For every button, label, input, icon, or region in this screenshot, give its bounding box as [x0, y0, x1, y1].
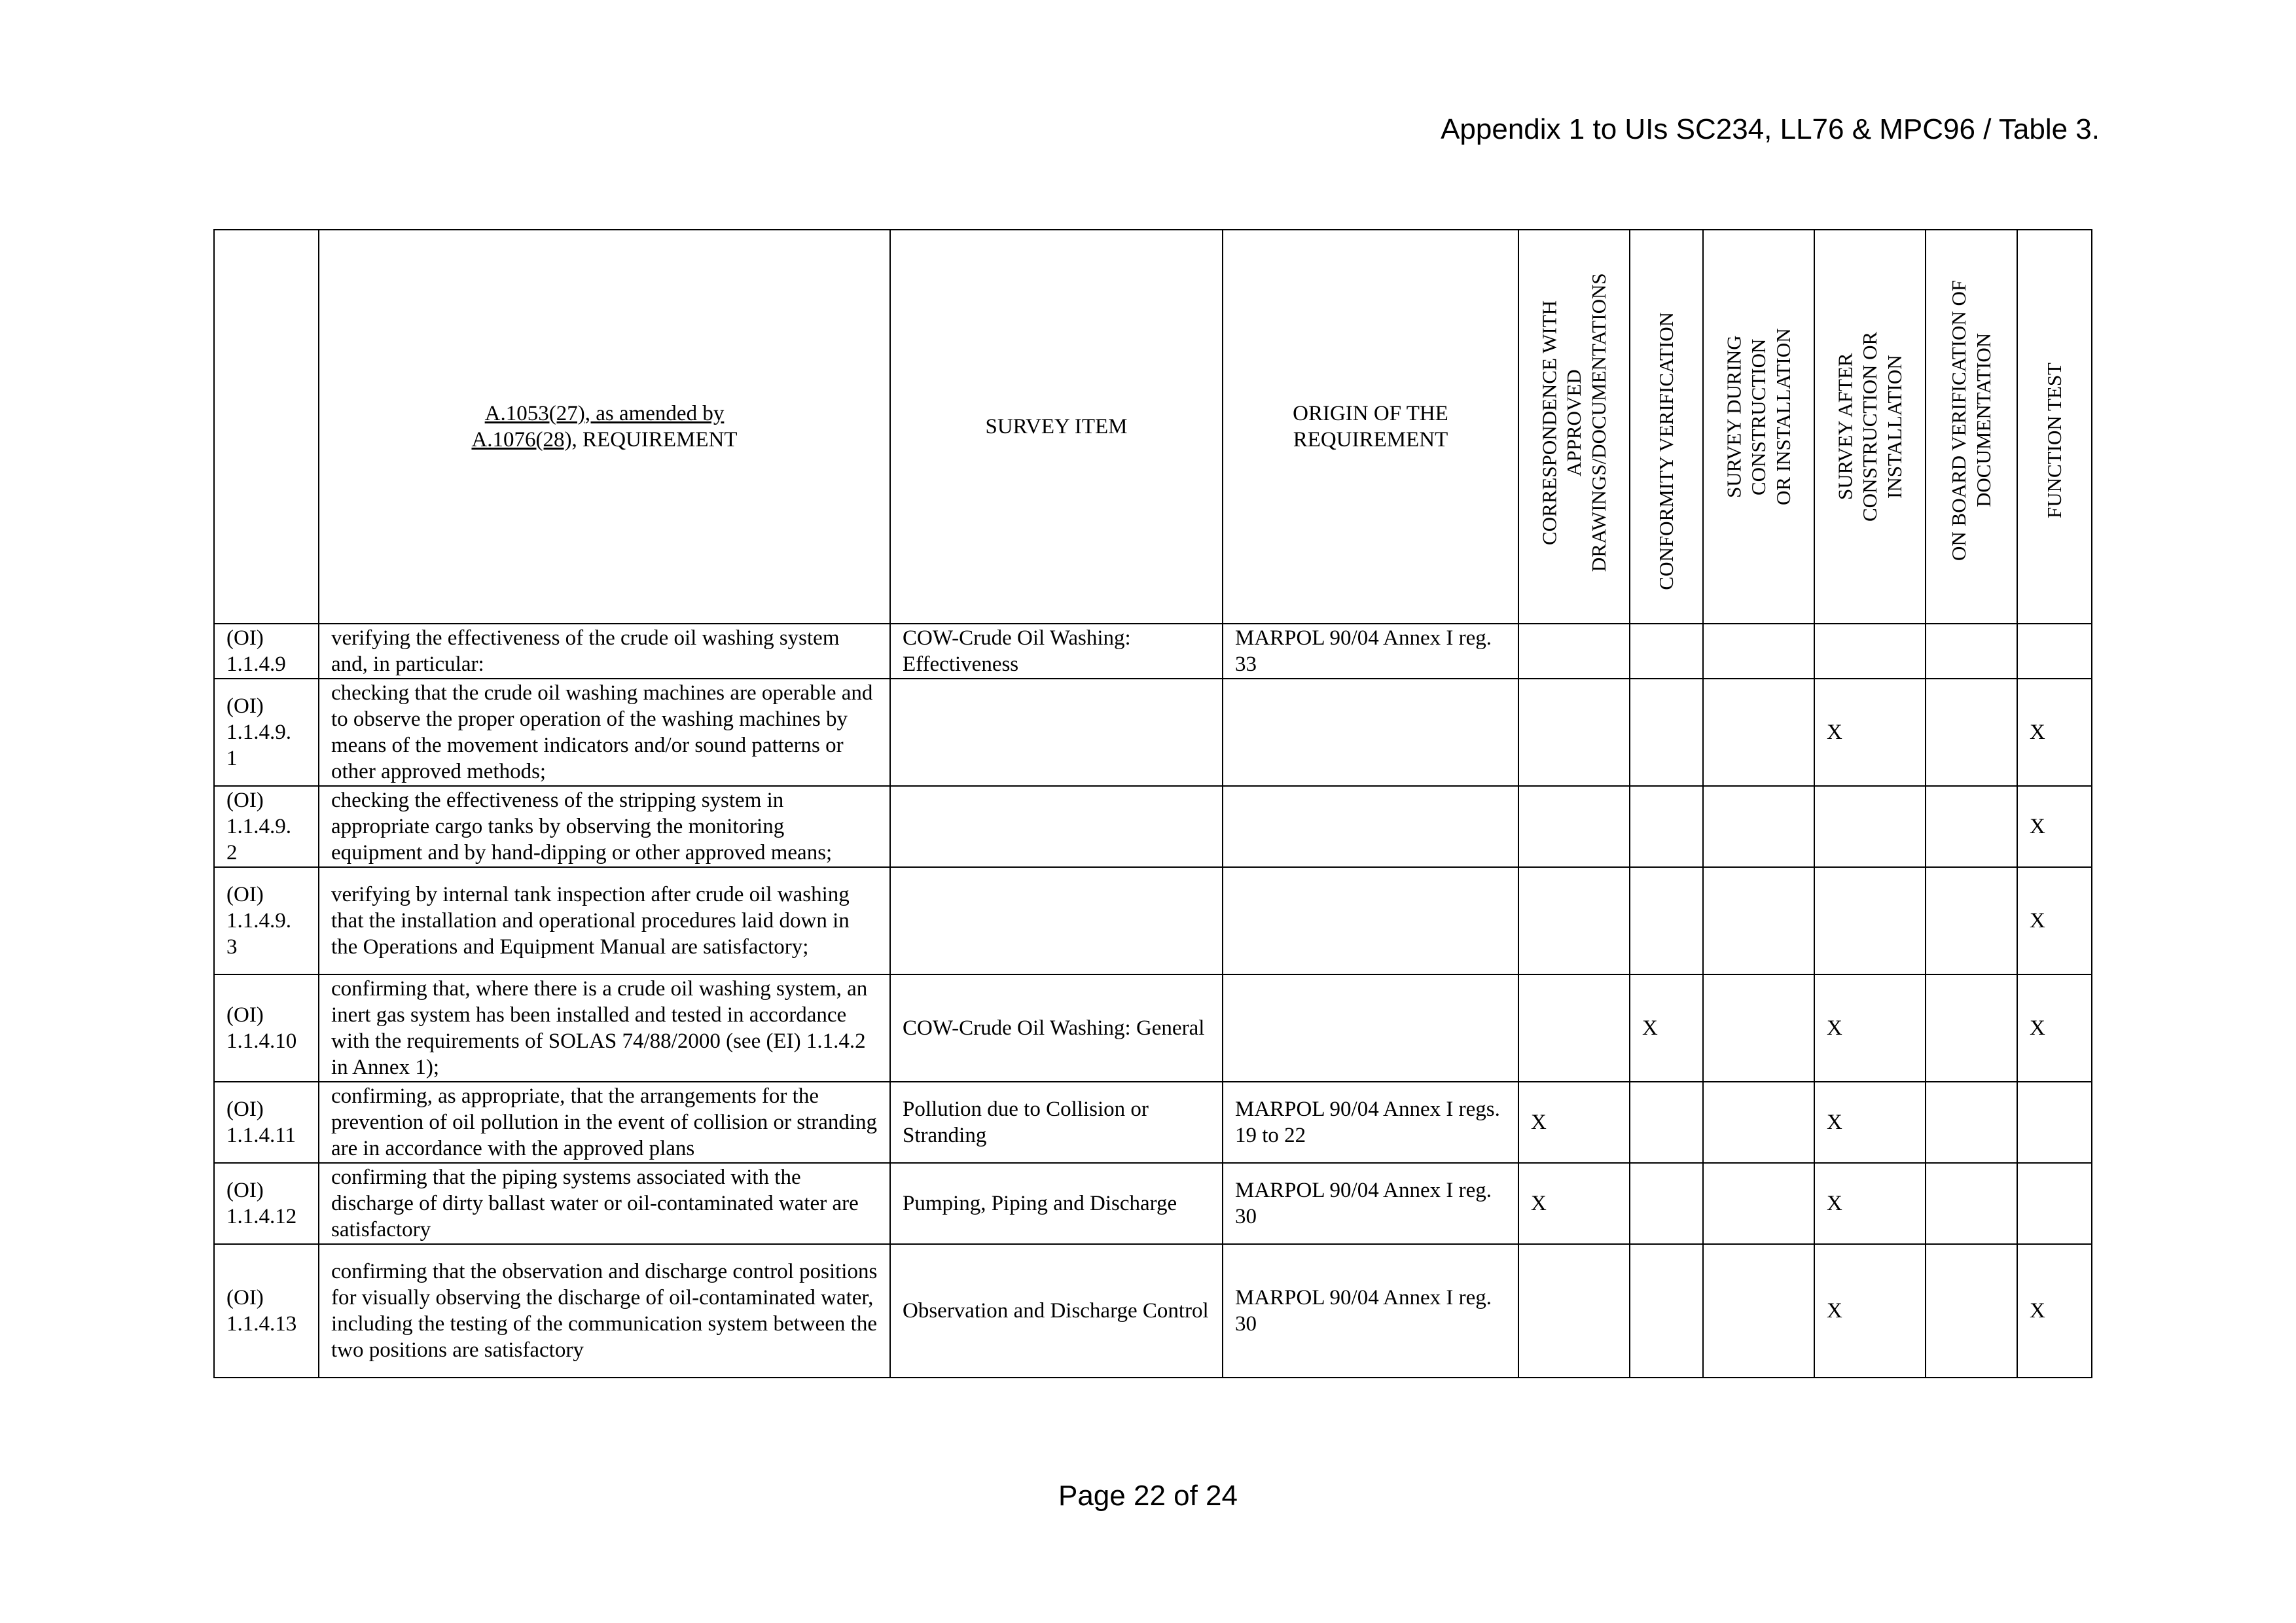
row-on-board-mark	[1926, 1082, 2017, 1163]
row-origin: MARPOL 90/04 Annex I regs. 19 to 22	[1223, 1082, 1518, 1163]
row-correspondence-mark	[1518, 624, 1630, 679]
table-row	[214, 624, 2092, 679]
row-survey-item	[890, 679, 1223, 786]
row-requirement: confirming that the observation and discharge control positions for visually observing the discharge of oil-contaminated water, including the testing of the communication system between the two positions are satisfactory	[319, 1244, 890, 1378]
row-on-board-mark	[1926, 679, 2017, 786]
col-header-correspondence: CORRESPONDENCE WITH APPROVED DRAWINGS/DOCUMENTATIONS	[1518, 230, 1630, 624]
row-survey-item: COW-Crude Oil Washing: General	[890, 974, 1223, 1082]
row-function-test-mark: X	[2017, 786, 2092, 867]
row-survey-during-mark	[1703, 1082, 1814, 1163]
row-conformity-mark	[1630, 786, 1703, 867]
row-function-test-mark: X	[2017, 974, 2092, 1082]
row-function-test-mark	[2017, 1082, 2092, 1163]
row-survey-during-mark	[1703, 624, 1814, 679]
row-requirement: confirming that, where there is a crude oil washing system, an inert gas system has been installed and tested in accordance with the requirements of SOLAS 74/88/2000 (see (EI) 1.1.4.2 in Annex 1);	[319, 974, 890, 1082]
requirements-table	[213, 229, 2092, 1378]
row-survey-during-mark	[1703, 867, 1814, 974]
row-survey-after-mark: X	[1814, 1163, 1926, 1244]
row-origin: MARPOL 90/04 Annex I reg. 30	[1223, 1163, 1518, 1244]
col-header-conformity: CONFORMITY VERIFICATION	[1630, 230, 1703, 624]
row-conformity-mark	[1630, 1163, 1703, 1244]
table-row	[214, 867, 2092, 974]
table-row	[214, 1163, 2092, 1244]
row-survey-after-mark	[1814, 786, 1926, 867]
row-origin	[1223, 867, 1518, 974]
row-correspondence-mark	[1518, 679, 1630, 786]
row-on-board-mark	[1926, 1244, 2017, 1378]
row-conformity-mark	[1630, 679, 1703, 786]
col-header-survey-item: SURVEY ITEM	[890, 230, 1223, 624]
row-on-board-mark	[1926, 1163, 2017, 1244]
row-origin	[1223, 974, 1518, 1082]
row-origin: MARPOL 90/04 Annex I reg. 30	[1223, 1244, 1518, 1378]
col-header-requirement: A.1053(27), as amended by A.1076(28), REQUIREMENT	[319, 230, 890, 624]
row-survey-after-mark: X	[1814, 679, 1926, 786]
row-function-test-mark	[2017, 1163, 2092, 1244]
row-survey-item: Pollution due to Collision or Stranding	[890, 1082, 1223, 1163]
col-header-on-board: ON BOARD VERIFICATION OF DOCUMENTATION	[1926, 230, 2017, 624]
row-survey-item: Observation and Discharge Control	[890, 1244, 1223, 1378]
row-survey-during-mark	[1703, 786, 1814, 867]
row-correspondence-mark	[1518, 786, 1630, 867]
row-survey-item: Pumping, Piping and Discharge	[890, 1163, 1223, 1244]
page-header: Appendix 1 to UIs SC234, LL76 & MPC96 / Table 3.	[1441, 113, 2100, 145]
row-requirement: confirming, as appropriate, that the arrangements for the prevention of oil pollution in the event of collision or stranding are in accordance with the approved plans	[319, 1082, 890, 1163]
row-conformity-mark	[1630, 624, 1703, 679]
row-survey-item	[890, 867, 1223, 974]
row-conformity-mark	[1630, 867, 1703, 974]
col-header-survey-after: SURVEY AFTER CONSTRUCTION OR INSTALLATION	[1814, 230, 1926, 624]
row-correspondence-mark	[1518, 1244, 1630, 1378]
col-header-function-test: FUNCTION TEST	[2017, 230, 2092, 624]
row-survey-item	[890, 786, 1223, 867]
row-requirement: confirming that the piping systems associated with the discharge of dirty ballast water or oil-contaminated water are satisfactory	[319, 1163, 890, 1244]
table-row	[214, 974, 2092, 1082]
row-survey-after-mark	[1814, 624, 1926, 679]
row-id: (OI) 1.1.4.9. 3	[214, 867, 319, 974]
row-survey-during-mark	[1703, 679, 1814, 786]
row-id: (OI) 1.1.4.10	[214, 974, 319, 1082]
row-correspondence-mark: X	[1518, 1163, 1630, 1244]
table-row	[214, 786, 2092, 867]
table-row	[214, 1082, 2092, 1163]
row-id: (OI) 1.1.4.13	[214, 1244, 319, 1378]
row-survey-after-mark: X	[1814, 1082, 1926, 1163]
row-id: (OI) 1.1.4.9. 1	[214, 679, 319, 786]
row-on-board-mark	[1926, 786, 2017, 867]
row-conformity-mark	[1630, 1082, 1703, 1163]
row-requirement: verifying the effectiveness of the crude oil washing system and, in particular:	[319, 624, 890, 679]
row-on-board-mark	[1926, 974, 2017, 1082]
row-on-board-mark	[1926, 867, 2017, 974]
row-origin	[1223, 679, 1518, 786]
row-origin: MARPOL 90/04 Annex I reg. 33	[1223, 624, 1518, 679]
row-correspondence-mark: X	[1518, 1082, 1630, 1163]
table-row	[214, 1244, 2092, 1378]
row-requirement: checking the effectiveness of the stripping system in appropriate cargo tanks by observing the monitoring equipment and by hand-dipping or other approved means;	[319, 786, 890, 867]
row-survey-item: COW-Crude Oil Washing: Effectiveness	[890, 624, 1223, 679]
row-function-test-mark: X	[2017, 679, 2092, 786]
row-origin	[1223, 786, 1518, 867]
row-survey-after-mark: X	[1814, 974, 1926, 1082]
row-requirement: checking that the crude oil washing machines are operable and to observe the proper operation of the washing machines by means of the movement indicators and/or sound patterns or other approved methods;	[319, 679, 890, 786]
row-conformity-mark	[1630, 1244, 1703, 1378]
row-survey-after-mark: X	[1814, 1244, 1926, 1378]
row-function-test-mark: X	[2017, 867, 2092, 974]
row-id: (OI) 1.1.4.9. 2	[214, 786, 319, 867]
row-correspondence-mark	[1518, 974, 1630, 1082]
row-conformity-mark: X	[1630, 974, 1703, 1082]
row-function-test-mark: X	[2017, 1244, 2092, 1378]
col-header-survey-during: SURVEY DURING CONSTRUCTION OR INSTALLATION	[1703, 230, 1814, 624]
table-header-row	[214, 230, 2092, 624]
col-header-id	[214, 230, 319, 624]
page-number: Page 22 of 24	[1058, 1480, 1238, 1512]
row-requirement: verifying by internal tank inspection after crude oil washing that the installation and operational procedures laid down in the Operations and Equipment Manual are satisfactory;	[319, 867, 890, 974]
row-function-test-mark	[2017, 624, 2092, 679]
row-id: (OI) 1.1.4.11	[214, 1082, 319, 1163]
row-survey-during-mark	[1703, 1163, 1814, 1244]
col-header-origin: ORIGIN OF THE REQUIREMENT	[1223, 230, 1518, 624]
row-survey-during-mark	[1703, 974, 1814, 1082]
row-correspondence-mark	[1518, 867, 1630, 974]
table-row	[214, 679, 2092, 786]
row-survey-after-mark	[1814, 867, 1926, 974]
row-survey-during-mark	[1703, 1244, 1814, 1378]
row-on-board-mark	[1926, 624, 2017, 679]
row-id: (OI) 1.1.4.12	[214, 1163, 319, 1244]
row-id: (OI) 1.1.4.9	[214, 624, 319, 679]
